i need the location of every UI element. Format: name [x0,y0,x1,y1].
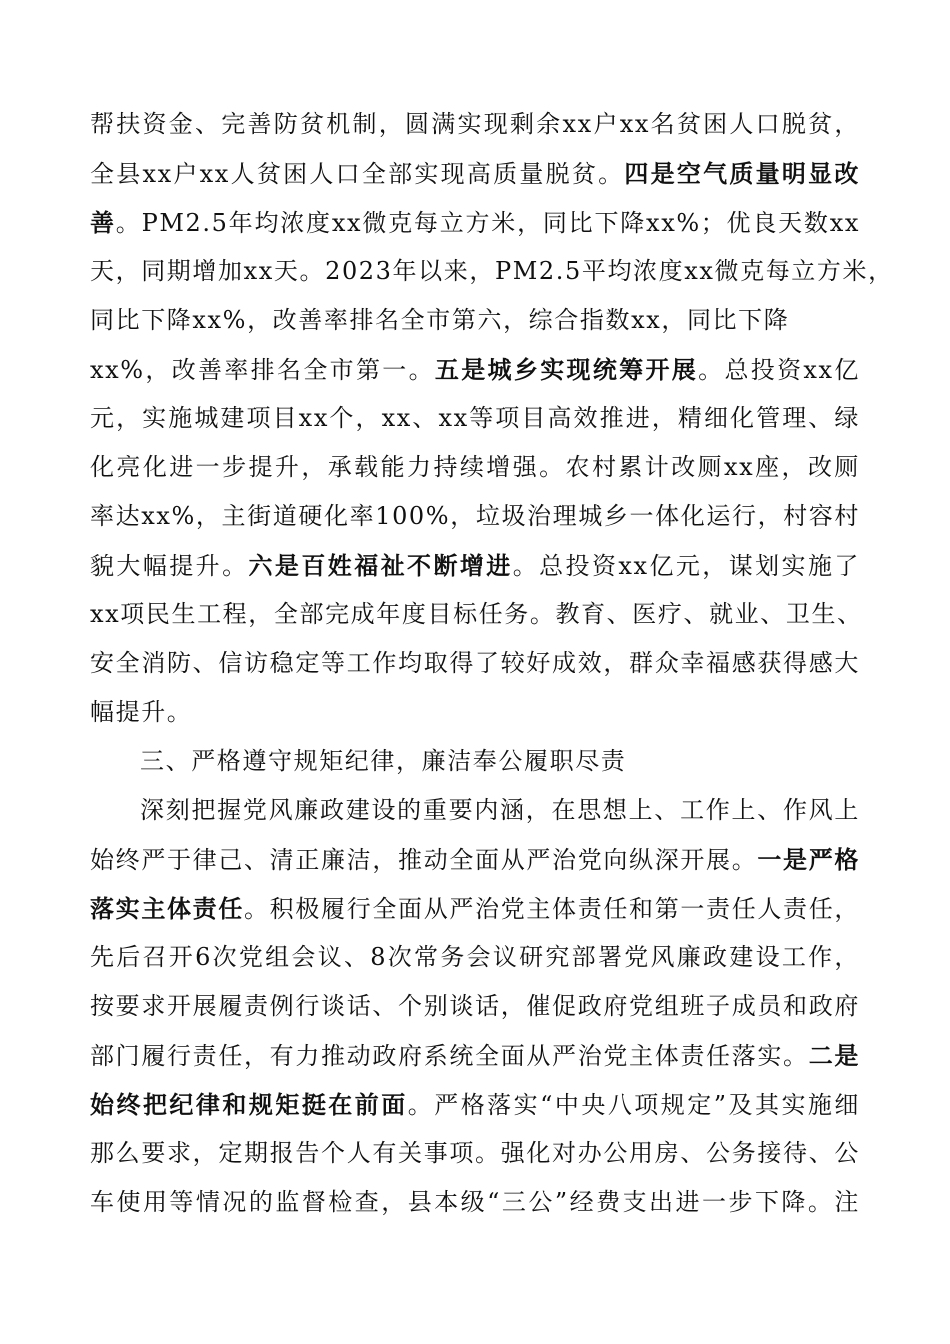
bold-heading-segment: 五是城乡实现统筹开展 [434,355,699,384]
text-segment: 同比下降xx%，改善率排名全市第六，综合指数xx，同比下降 [90,306,790,334]
body-line [90,835,860,884]
bold-heading-segment: 二是 [808,1041,860,1070]
body-line [90,1080,860,1129]
text-segment: 。总投资xx亿元，谋划实施了 [512,552,860,580]
section-heading-text: 三、严格遵守规矩纪律，廉洁奉公履职尽责 [140,747,627,775]
body-line [90,982,860,1031]
body-line [90,296,860,345]
body-line [90,933,860,982]
text-segment: 那么要求，定期报告个人有关事项。强化对办公用房、公务接待、公 [90,1139,860,1167]
body-line [90,100,860,149]
body-line [90,1129,860,1178]
text-segment: 安全消防、信访稳定等工作均取得了较好成效，群众幸福感获得感大 [90,649,860,677]
body-line [90,590,863,639]
body-line [90,394,860,443]
body-line [90,884,860,933]
text-segment: 貌大幅提升。 [90,552,249,580]
text-segment: 率达xx%，主街道硬化率100%，垃圾治理城乡一体化运行，村容村 [90,502,860,530]
text-segment: 化亮化进一步提升，承载能力持续增强。农村累计改厕xx座，改厕 [90,453,860,481]
text-segment: 按要求开展履责例行谈话、个别谈话，催促政府党组班子成员和政府 [90,992,860,1020]
text-segment: 深刻把握党风廉政建设的重要内涵，在思想上、工作上、作风上 [140,796,860,824]
text-segment: 。积极履行全面从严治党主体责任和第一责任人责任， [244,895,860,923]
text-segment: 。总投资xx亿 [698,356,860,384]
body-line [90,541,860,590]
body-line [90,1031,860,1080]
body-line [90,688,860,737]
bold-heading-segment: 落实主体责任 [90,894,245,923]
text-segment: 。严格落实“中央八项规定”及其实施细 [407,1091,860,1119]
body-line [90,198,860,247]
body-line [90,443,860,492]
text-segment: xx%，改善率排名全市第一。 [90,356,435,384]
text-segment: 幅提升。 [90,698,193,726]
text-segment: 部门履行责任，有力推动政府系统全面从严治党主体责任落实。 [90,1042,809,1070]
document-body [90,100,894,1227]
section-heading [90,737,860,786]
body-line [90,247,894,296]
text-segment: 全县xx户xx人贫困人口全部实现高质量脱贫。 [90,160,625,188]
text-segment: 帮扶资金、完善防贫机制，圆满实现剩余xx户xx名贫困人口脱贫， [90,110,860,138]
bold-heading-segment: 一是严格 [757,845,860,874]
bold-heading-segment: 四是空气质量明显改 [624,159,860,188]
bold-heading-segment: 善 [90,208,116,237]
paragraph-first-line [90,786,860,835]
body-line [90,492,860,541]
bold-heading-segment: 始终把纪律和规矩挺在前面 [90,1090,408,1119]
body-line [90,149,860,198]
text-segment: 天，同期增加xx天。2023年以来，PM2.5平均浓度xx微克每立方米， [90,257,894,285]
text-segment: 先后召开6次党组会议、8次常务会议研究部署党风廉政建设工作， [90,943,860,971]
text-segment: 始终严于律己、清正廉洁，推动全面从严治党向纵深开展。 [90,846,758,874]
text-segment: 车使用等情况的监督检查，县本级“三公”经费支出进一步下降。注 [90,1188,860,1216]
bold-heading-segment: 六是百姓福祉不断增进 [248,551,513,580]
body-line [90,345,860,394]
text-segment: xx项民生工程，全部完成年度目标任务。教育、医疗、就业、卫生、 [90,600,863,628]
text-segment: 元，实施城建项目xx个，xx、xx等项目高效推进，精细化管理、绿 [90,404,860,432]
body-line [90,639,860,688]
text-segment: 。PM2.5年均浓度xx微克每立方米，同比下降xx%；优良天数xx [115,209,860,237]
body-line [90,1178,860,1227]
